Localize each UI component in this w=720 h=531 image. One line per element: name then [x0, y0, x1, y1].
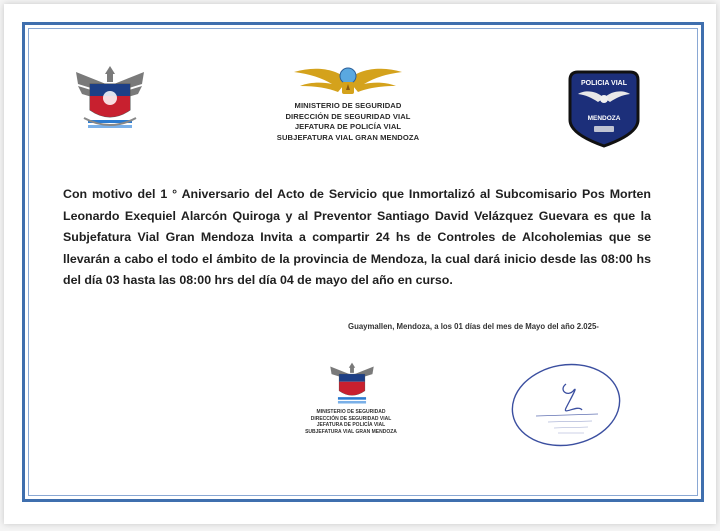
- header-line-subheadquarters: SUBJEFATURA VIAL GRAN MENDOZA: [276, 132, 420, 142]
- policia-vial-badge-icon: [568, 68, 640, 148]
- footer-line-direction: DIRECCIÓN DE SEGURIDAD VIAL: [310, 415, 392, 422]
- badge-top-text: POLICIA VIAL: [580, 80, 628, 87]
- footer-seal-text: [276, 409, 426, 435]
- mendoza-coat-of-arms-icon: [74, 62, 146, 140]
- invitation-paragraph: Con motivo del 1 ° Aniversario del Acto de Servicio que Inmortalizó al Subcomisario Pos Morten Leonardo Exequiel Alarcón Quiroga y al Preventor Santiago David Velázquez Guevara es que la Subjefatura Vial Gran Mendoza Invita a compartir 24 hs de Controles de Alcoholemias que se llevarán a cabo el todo el ámbito de la provincia de Mendoza, la cual dará inicio desde las 08:00 hs del día 03 hasta las 08:00 hrs del día 04 de mayo del año en curso.: [63, 187, 651, 287]
- date-location-line: Guaymallen, Mendoza, a los 01 días del mes de Mayo del año 2.025-: [348, 322, 599, 331]
- footer-line-subheadquarters: SUBJEFATURA VIAL GRAN MENDOZA: [305, 428, 397, 435]
- signature-stamp: [508, 360, 624, 450]
- ministry-header: [240, 101, 456, 143]
- header-line-direction: DIRECCIÓN DE SEGURIDAD VIAL: [285, 111, 411, 121]
- footer-line-ministry: MINISTERIO DE SEGURIDAD: [316, 409, 386, 415]
- header-line-ministry: MINISTERIO DE SEGURIDAD: [294, 101, 402, 110]
- badge-bottom-text: MENDOZA: [587, 115, 621, 122]
- winged-emblem-icon: [292, 62, 404, 98]
- mendoza-coat-of-arms-small-icon: [329, 360, 375, 410]
- header-line-police: JEFATURA DE POLICÍA VIAL: [294, 122, 402, 131]
- footer-line-police: JEFATURA DE POLICÍA VIAL: [316, 422, 386, 429]
